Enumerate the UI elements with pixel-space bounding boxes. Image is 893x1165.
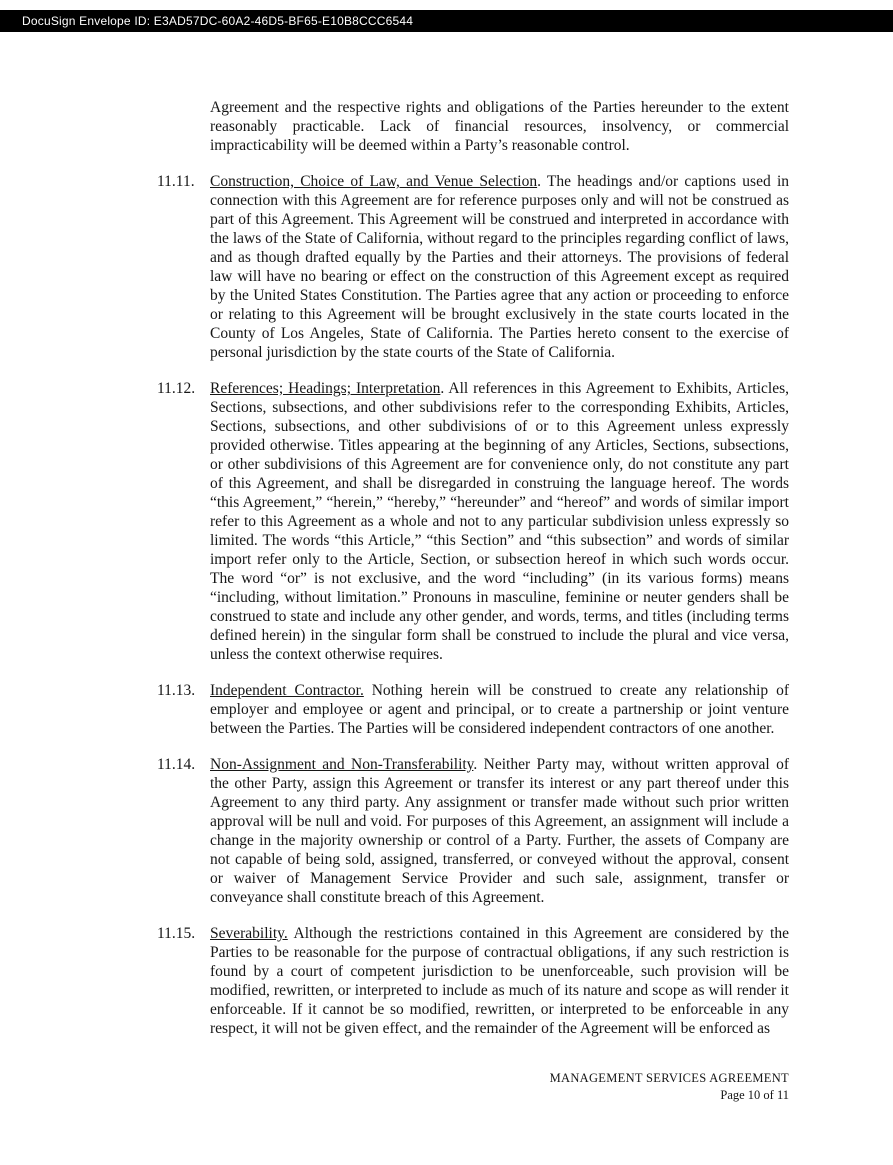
section-number: 11.12.: [157, 380, 196, 397]
section-heading: Non-Assignment and Non-Transferability: [210, 756, 474, 773]
section-number: 11.14.: [157, 756, 196, 773]
section-11-12: [157, 379, 789, 664]
envelope-id-text: DocuSign Envelope ID: E3AD57DC-60A2-46D5-BF65-E10B8CCC6544: [22, 14, 414, 28]
section-body: Although the restrictions contained in this Agreement are considered by the Parties to be reasonable for the purpose of contractual obligations, if any such restriction is found by a court of competent jurisdiction to be unenforceable, such provision will be modified, rewritten, or interpreted to include as much of its nature and scope as will render it enforceable. If it cannot be so modified, rewritten, or interpreted to be enforceable in any respect, it will not be given effect, and the remainder of the Agreement will be enforced as: [210, 925, 789, 1037]
section-number: 11.11.: [157, 173, 195, 190]
section-heading: Independent Contractor.: [210, 682, 364, 699]
section-paragraph: [210, 755, 789, 907]
section-11-13: [157, 681, 789, 738]
section-heading: Severability.: [210, 925, 288, 942]
section-paragraph: [210, 172, 789, 362]
section-heading: Construction, Choice of Law, and Venue Selection: [210, 173, 538, 190]
section-number: 11.13.: [157, 682, 196, 699]
section-11-15: [157, 924, 789, 1038]
section-body: Nothing herein will be construed to create any relationship of employer and employee or agent and principal, or to create a partnership or joint venture between the Parties. The Parties will be considered independent contractors of one another.: [210, 682, 789, 737]
section-body: . Neither Party may, without written approval of the other Party, assign this Agreement or transfer its interest or any part thereof under this Agreement to any third party. Any assignment or transfer made without such prior written approval will be null and void. For purposes of this Agreement, an assignment will include a change in the majority ownership or control of a Party. Further, the assets of Company are not capable of being sold, assigned, transferred, or conveyed without the approval, consent or waiver of Management Service Provider and such sale, assignment, transfer or conveyance shall constitute breach of this Agreement.: [210, 756, 789, 906]
page-footer: [550, 1070, 789, 1104]
footer-page-number: Page 10 of 11: [720, 1088, 789, 1102]
section-body: . All references in this Agreement to Exhibits, Articles, Sections, subsections, and other subdivisions refer to the corresponding Exhibits, Articles, Sections, subsections, and other subdivisions of or to this Agreement unless expressly provided otherwise. Titles appearing at the beginning of any Articles, Sections, subsections, or other subdivisions of this Agreement are for convenience only, do not constitute any part of this Agreement, and shall be disregarded in construing the language hereof. The words “this Agreement,” “herein,” “hereby,” “hereunder” and “hereof” and words of similar import refer to this Agreement as a whole and not to any particular subdivision unless expressly so limited. The words “this Article,” “this Section” and “this subsection” and words of similar import refer only to the Article, Section, or subsection hereof in which such words occur. The word “or” is not exclusive, and the word “including” (in its various forms) means “including, without limitation.” Pronouns in masculine, feminine or neuter genders shall be construed to state and include any other gender, and words, terms, and titles (including terms defined herein) in the singular form shall be construed to include the plural and vice versa, unless the context otherwise requires.: [210, 380, 789, 663]
continuation-paragraph: Agreement and the respective rights and obligations of the Parties hereunder to the extent reasonably practicable. Lack of financial resources, insolvency, or commercial impracticability will be deemed within a Party’s reasonable control.: [210, 99, 789, 154]
section-11-11: [157, 172, 789, 362]
document-content: [157, 98, 789, 1038]
section-number: 11.15.: [157, 925, 196, 942]
section-11-14: [157, 755, 789, 907]
document-page: [0, 10, 893, 1165]
section-paragraph: [210, 379, 789, 664]
section-heading: References; Headings; Interpretation: [210, 380, 441, 397]
section-paragraph: [210, 681, 789, 738]
docusign-banner: [0, 10, 893, 32]
section-paragraph: [210, 924, 789, 1038]
section-body: . The headings and/or captions used in connection with this Agreement are for reference purposes only and will not be construed as part of this Agreement. This Agreement will be construed and interpreted in accordance with the laws of the State of California, without regard to the principles regarding conflict of laws, and as though drafted equally by the Parties and their attorneys. The provisions of federal law will have no bearing or effect on the construction of this Agreement except as required by the United States Constitution. The Parties agree that any action or proceeding to enforce or relating to this Agreement will be brought exclusively in the state courts located in the County of Los Angeles, State of California. The Parties hereto consent to the exercise of personal jurisdiction by the state courts of the State of California.: [210, 173, 789, 361]
footer-document-title: MANAGEMENT SERVICES AGREEMENT: [549, 1071, 789, 1085]
